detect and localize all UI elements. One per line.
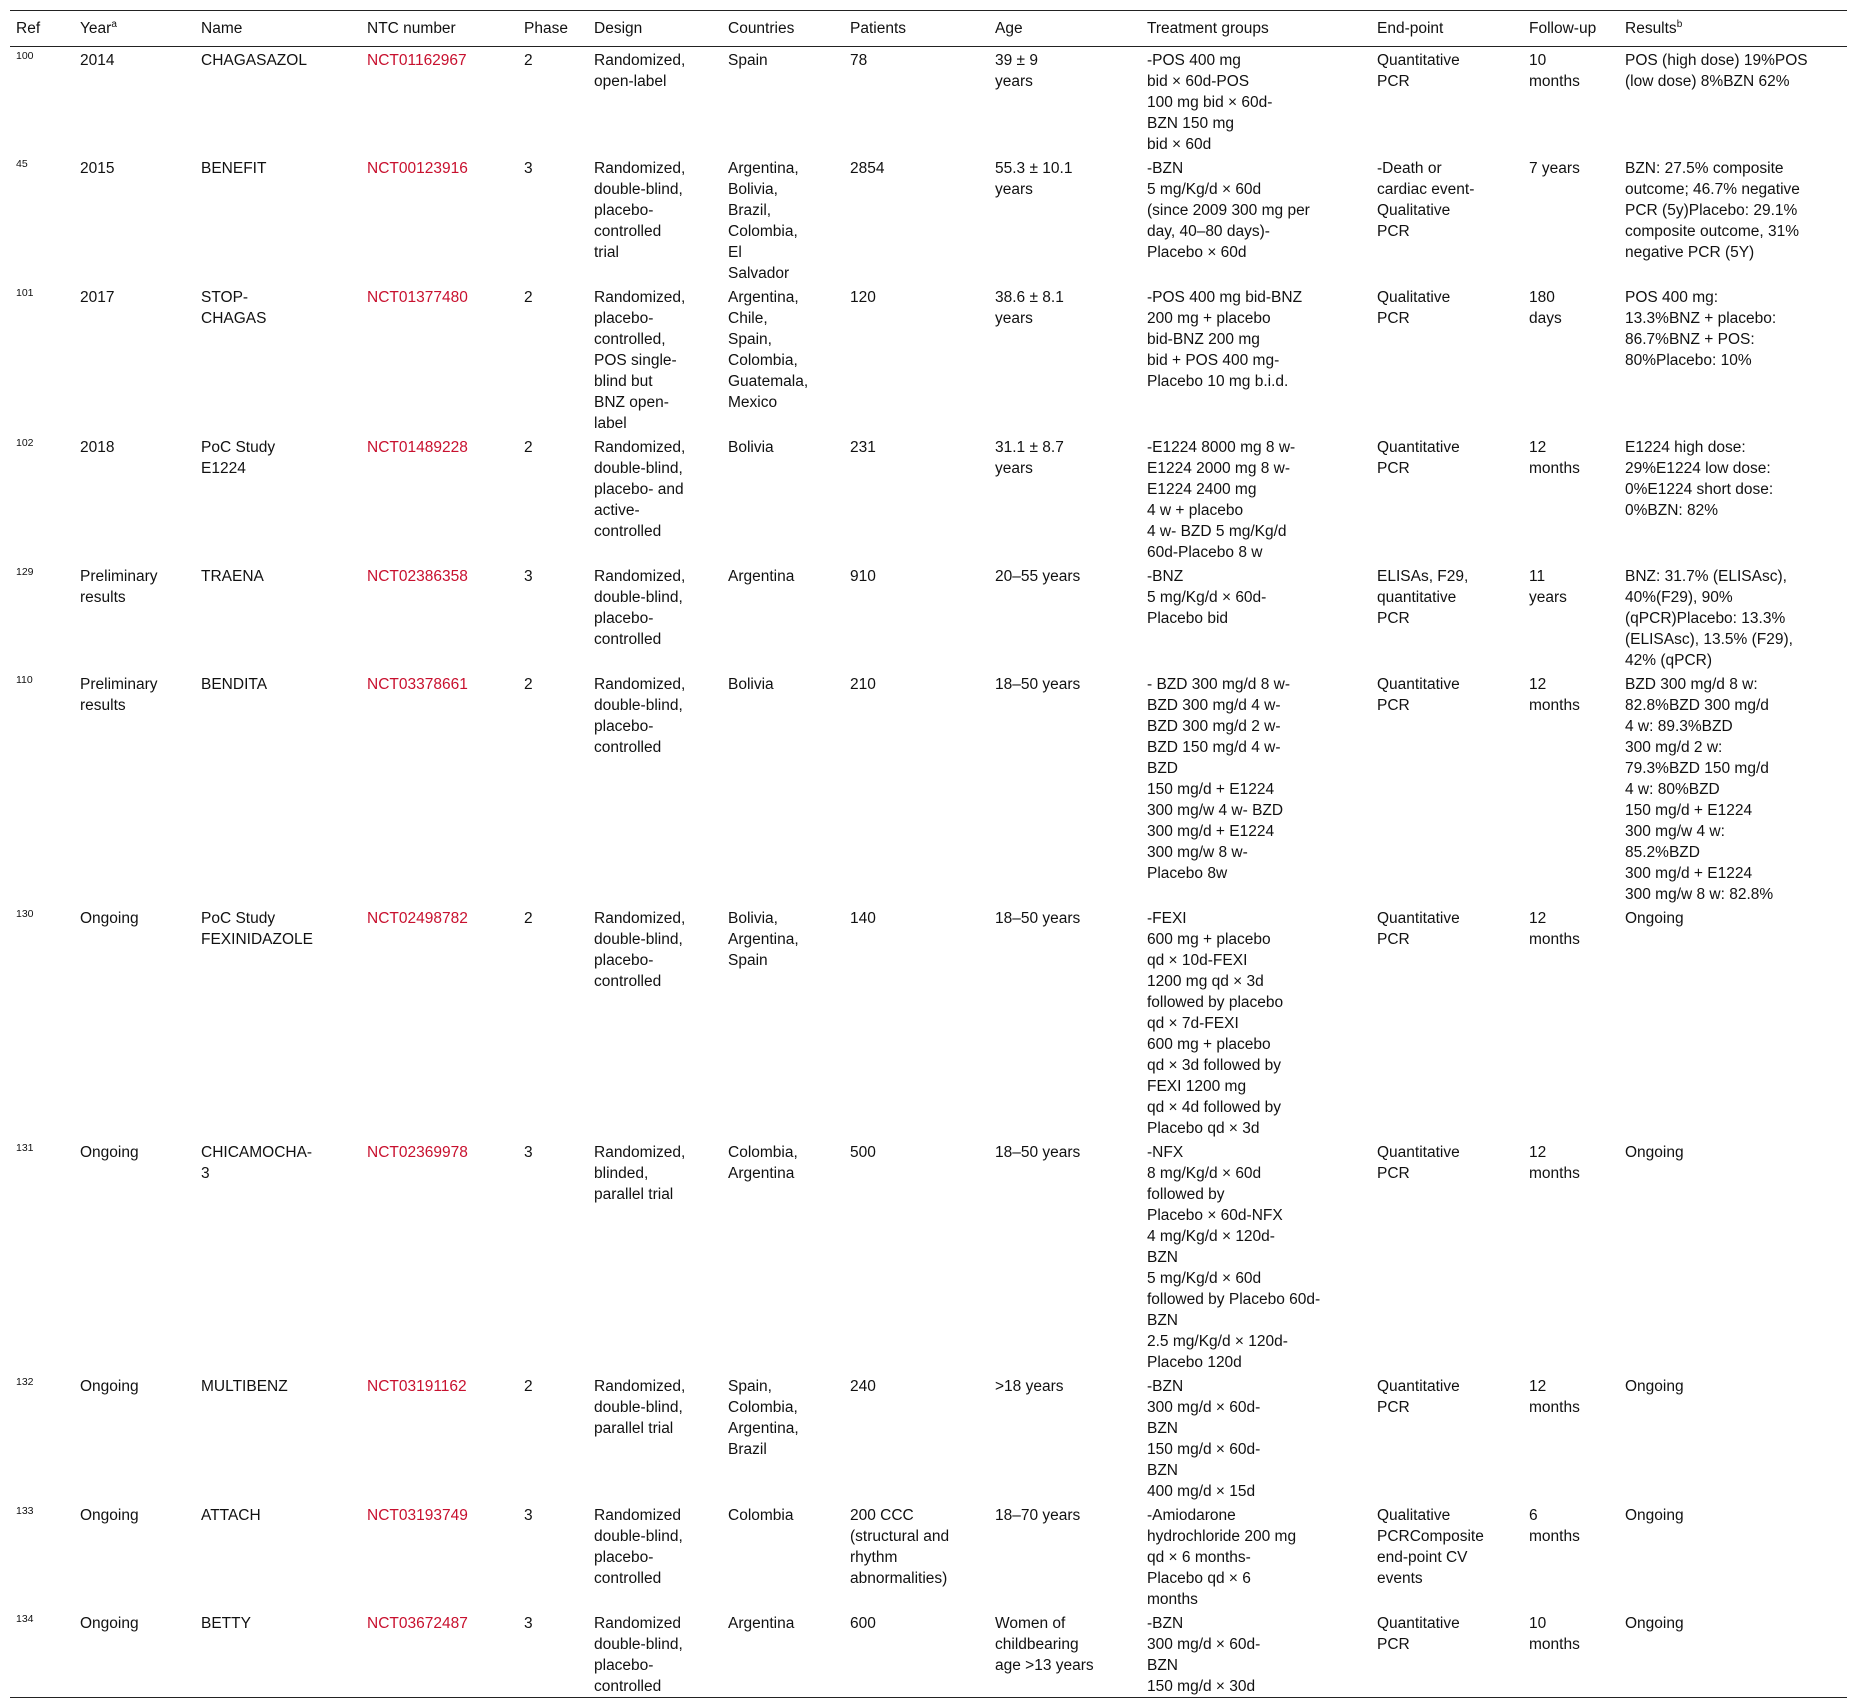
- table-row: [10, 1139, 1847, 1373]
- cell-design: Randomized double-blind, placebo- controlled: [594, 1507, 683, 1587]
- cell-year: 2014: [80, 52, 115, 69]
- cell-treatment-groups: -POS 400 mg bid × 60d-POS 100 mg bid × 60d- BZN 150 mg bid × 60d: [1147, 52, 1273, 153]
- cell-countries: Colombia, Argentina: [728, 1144, 798, 1182]
- cell-countries: Argentina, Chile, Spain, Colombia, Guatemala, Mexico: [728, 289, 809, 411]
- header-end-point: End-point: [1377, 20, 1444, 37]
- cell-follow-up: 180 days: [1529, 289, 1562, 327]
- cell-patients: 140: [850, 910, 876, 927]
- cell-end-point: Quantitative PCR: [1377, 1144, 1460, 1182]
- cell-name: CHAGASAZOL: [201, 52, 307, 69]
- cell-year: Ongoing: [80, 910, 139, 927]
- cell-follow-up: 7 years: [1529, 160, 1580, 177]
- cell-age: 18–70 years: [995, 1507, 1081, 1524]
- cell-name: BENEFIT: [201, 160, 267, 177]
- nct-link[interactable]: NCT02386358: [367, 568, 468, 585]
- cell-follow-up: 12 months: [1529, 910, 1580, 948]
- cell-design: Randomized, blinded, parallel trial: [594, 1144, 686, 1203]
- cell-ref: 129: [16, 566, 34, 578]
- cell-design: Randomized, double-blind, placebo- controlled: [594, 568, 686, 648]
- cell-age: 31.1 ± 8.7 years: [995, 439, 1064, 477]
- cell-treatment-groups: -NFX 8 mg/Kg/d × 60d followed by Placebo × 60d-NFX 4 mg/Kg/d × 120d- BZN 5 mg/Kg/d × 60d followed by Placebo 60d- BZN 2.5 mg/Kg/d × 120d- Placebo 120d: [1147, 1144, 1321, 1371]
- cell-ntc-number: [361, 284, 518, 434]
- cell-phase: 3: [524, 1615, 533, 1632]
- cell-year: Ongoing: [80, 1378, 139, 1395]
- table-row: [10, 47, 1847, 156]
- header-year-label: Year: [80, 20, 112, 37]
- cell-follow-up: 12 months: [1529, 1378, 1580, 1416]
- cell-patients: 120: [850, 289, 876, 306]
- header-ref: Ref: [16, 20, 41, 37]
- cell-design: Randomized, double-blind, placebo- controlled: [594, 676, 686, 756]
- cell-results: E1224 high dose: 29%E1224 low dose: 0%E1224 short dose: 0%BZN: 82%: [1625, 439, 1774, 519]
- cell-end-point: Quantitative PCR: [1377, 1378, 1460, 1416]
- cell-results: POS 400 mg: 13.3%BNZ + placebo: 86.7%BNZ + POS: 80%Placebo: 10%: [1625, 289, 1777, 369]
- cell-end-point: Quantitative PCR: [1377, 676, 1460, 714]
- cell-treatment-groups: -BNZ 5 mg/Kg/d × 60d- Placebo bid: [1147, 568, 1267, 627]
- cell-patients: 78: [850, 52, 868, 69]
- cell-phase: 2: [524, 910, 533, 927]
- header-patients: Patients: [850, 20, 907, 37]
- cell-patients: 231: [850, 439, 876, 456]
- table-row: [10, 1373, 1847, 1502]
- table-row: [10, 671, 1847, 905]
- nct-link[interactable]: NCT00123916: [367, 160, 468, 177]
- cell-ref: 45: [16, 158, 28, 170]
- cell-ref: 102: [16, 437, 34, 449]
- cell-design: Randomized, double-blind, placebo- and active- controlled: [594, 439, 686, 540]
- nct-link[interactable]: NCT03193749: [367, 1507, 468, 1524]
- cell-age: Women of childbearing age >13 years: [995, 1615, 1094, 1674]
- cell-treatment-groups: -BZN 5 mg/Kg/d × 60d (since 2009 300 mg per day, 40–80 days)- Placebo × 60d: [1147, 160, 1310, 261]
- cell-ref: 133: [16, 1505, 34, 1517]
- cell-results: Ongoing: [1625, 1144, 1684, 1161]
- cell-name: PoC Study FEXINIDAZOLE: [201, 910, 313, 948]
- cell-design: Randomized, double-blind, placebo- controlled trial: [594, 160, 686, 261]
- cell-countries: Bolivia: [728, 676, 774, 693]
- cell-age: 18–50 years: [995, 1144, 1081, 1161]
- header-design: Design: [594, 20, 643, 37]
- cell-name: MULTIBENZ: [201, 1378, 288, 1395]
- cell-year: Preliminary results: [80, 676, 158, 714]
- cell-follow-up: 10 months: [1529, 1615, 1580, 1653]
- cell-results: BNZ: 31.7% (ELISAsc), 40%(F29), 90% (qPCR)Placebo: 13.3% (ELISAsc), 13.5% (F29), 42% (qPCR): [1625, 568, 1793, 669]
- header-name: Name: [201, 20, 243, 37]
- cell-results: Ongoing: [1625, 1507, 1684, 1524]
- cell-patients: 910: [850, 568, 876, 585]
- cell-name: BETTY: [201, 1615, 251, 1632]
- header-results-footnote: b: [1676, 18, 1683, 30]
- cell-ntc-number: [361, 671, 518, 905]
- table-row: [10, 155, 1847, 284]
- cell-patients: 240: [850, 1378, 876, 1395]
- cell-name: ATTACH: [201, 1507, 261, 1524]
- cell-end-point: Qualitative PCRComposite end-point CV events: [1377, 1507, 1484, 1587]
- cell-treatment-groups: -Amiodarone hydrochloride 200 mg qd × 6 months- Placebo qd × 6 months: [1147, 1507, 1297, 1608]
- cell-age: >18 years: [995, 1378, 1064, 1395]
- header-year-footnote: a: [111, 18, 117, 30]
- cell-countries: Spain, Colombia, Argentina, Brazil: [728, 1378, 799, 1458]
- cell-ntc-number: [361, 563, 518, 671]
- cell-ref: 110: [16, 674, 33, 686]
- cell-ref: 132: [16, 1376, 34, 1388]
- table-row: [10, 1610, 1847, 1698]
- cell-countries: Colombia: [728, 1507, 794, 1524]
- table-row: [10, 284, 1847, 434]
- cell-design: Randomized, placebo- controlled, POS single- blind but BNZ open- label: [594, 289, 686, 432]
- cell-year: 2018: [80, 439, 115, 456]
- table-body: [10, 47, 1847, 1698]
- cell-age: 20–55 years: [995, 568, 1081, 585]
- cell-ntc-number: [361, 434, 518, 563]
- cell-patients: 2854: [850, 160, 885, 177]
- cell-countries: Argentina, Bolivia, Brazil, Colombia, El Salvador: [728, 160, 799, 282]
- table-header-row: [10, 11, 1847, 47]
- cell-design: Randomized double-blind, placebo- controlled: [594, 1615, 683, 1695]
- cell-year: 2015: [80, 160, 115, 177]
- cell-treatment-groups: -POS 400 mg bid-BNZ 200 mg + placebo bid-BNZ 200 mg bid + POS 400 mg- Placebo 10 mg b.i.d.: [1147, 289, 1303, 390]
- cell-patients: 210: [850, 676, 876, 693]
- cell-phase: 3: [524, 568, 533, 585]
- table-row: [10, 434, 1847, 563]
- cell-phase: 3: [524, 160, 533, 177]
- cell-phase: 2: [524, 1378, 533, 1395]
- cell-design: Randomized, open-label: [594, 52, 686, 90]
- header-phase: Phase: [524, 20, 568, 37]
- cell-ntc-number: [361, 155, 518, 284]
- cell-ref: 131: [16, 1142, 34, 1154]
- header-age: Age: [995, 20, 1023, 37]
- nct-link[interactable]: NCT03378661: [367, 676, 468, 693]
- cell-ref: 130: [16, 908, 34, 920]
- header-treatment-groups: Treatment groups: [1147, 20, 1269, 37]
- cell-treatment-groups: -E1224 8000 mg 8 w- E1224 2000 mg 8 w- E1224 2400 mg 4 w + placebo 4 w- BZD 5 mg/Kg/d 60d-Placebo 8 w: [1147, 439, 1296, 561]
- cell-phase: 3: [524, 1144, 533, 1161]
- cell-age: 18–50 years: [995, 676, 1081, 693]
- cell-phase: 2: [524, 676, 533, 693]
- nct-link[interactable]: NCT01162967: [367, 52, 467, 69]
- cell-ref: 100: [16, 50, 34, 62]
- cell-name: PoC Study E1224: [201, 439, 276, 477]
- cell-name: BENDITA: [201, 676, 268, 693]
- header-results: [1619, 11, 1847, 47]
- cell-results: Ongoing: [1625, 1378, 1684, 1395]
- cell-end-point: ELISAs, F29, quantitative PCR: [1377, 568, 1469, 627]
- cell-results: Ongoing: [1625, 910, 1684, 927]
- cell-end-point: Quantitative PCR: [1377, 1615, 1460, 1653]
- cell-follow-up: 12 months: [1529, 676, 1580, 714]
- cell-countries: Bolivia: [728, 439, 774, 456]
- clinical-trials-table: [10, 10, 1847, 1698]
- nct-link[interactable]: NCT02498782: [367, 910, 468, 927]
- cell-follow-up: 12 months: [1529, 1144, 1580, 1182]
- cell-ntc-number: [361, 1610, 518, 1698]
- cell-treatment-groups: - BZD 300 mg/d 8 w- BZD 300 mg/d 4 w- BZD 300 mg/d 2 w- BZD 150 mg/d 4 w- BZD 150 mg/d + E1224 300 mg/w 4 w- BZD 300 mg/d + E1224 300 mg/w 8 w- Placebo 8w: [1147, 676, 1290, 882]
- cell-patients: 200 CCC (structural and rhythm abnormalities): [850, 1507, 950, 1587]
- nct-link[interactable]: NCT03672487: [367, 1615, 468, 1632]
- cell-age: 55.3 ± 10.1 years: [995, 160, 1073, 198]
- cell-countries: Bolivia, Argentina, Spain: [728, 910, 799, 969]
- cell-treatment-groups: -BZN 300 mg/d × 60d- BZN 150 mg/d × 30d: [1147, 1615, 1261, 1695]
- cell-ntc-number: [361, 1139, 518, 1373]
- header-follow-up: Follow-up: [1529, 20, 1597, 37]
- cell-ntc-number: [361, 1502, 518, 1610]
- cell-countries: Argentina: [728, 568, 795, 585]
- header-ntc-number: NTC number: [367, 20, 456, 37]
- cell-phase: 2: [524, 289, 533, 306]
- cell-name: TRAENA: [201, 568, 264, 585]
- cell-patients: 500: [850, 1144, 876, 1161]
- cell-treatment-groups: -FEXI 600 mg + placebo qd × 10d-FEXI 1200 mg qd × 3d followed by placebo qd × 7d-FEXI 600 mg + placebo qd × 3d followed by FEXI 1200 mg qd × 4d followed by Placebo qd × 3d: [1147, 910, 1284, 1137]
- cell-year: 2017: [80, 289, 115, 306]
- nct-link[interactable]: NCT02369978: [367, 1144, 468, 1161]
- cell-end-point: Qualitative PCR: [1377, 289, 1451, 327]
- cell-ntc-number: [361, 47, 518, 156]
- cell-follow-up: 6 months: [1529, 1507, 1580, 1545]
- cell-year: Ongoing: [80, 1615, 139, 1632]
- cell-follow-up: 10 months: [1529, 52, 1580, 90]
- table-row: [10, 905, 1847, 1139]
- cell-end-point: Quantitative PCR: [1377, 52, 1460, 90]
- table-row: [10, 563, 1847, 671]
- cell-results: POS (high dose) 19%POS (low dose) 8%BZN 62%: [1625, 52, 1808, 90]
- cell-phase: 3: [524, 1507, 533, 1524]
- cell-ref: 101: [16, 287, 34, 299]
- cell-age: 39 ± 9 years: [995, 52, 1038, 90]
- cell-follow-up: 12 months: [1529, 439, 1580, 477]
- header-year: [74, 11, 195, 47]
- table-row: [10, 1502, 1847, 1610]
- cell-name: STOP- CHAGAS: [201, 289, 267, 327]
- cell-end-point: Quantitative PCR: [1377, 439, 1460, 477]
- cell-phase: 2: [524, 52, 533, 69]
- header-countries: Countries: [728, 20, 795, 37]
- nct-link[interactable]: NCT01377480: [367, 289, 468, 306]
- cell-phase: 2: [524, 439, 533, 456]
- cell-name: CHICAMOCHA- 3: [201, 1144, 313, 1182]
- nct-link[interactable]: NCT01489228: [367, 439, 468, 456]
- cell-end-point: -Death or cardiac event- Qualitative PCR: [1377, 160, 1475, 240]
- cell-results: BZN: 27.5% composite outcome; 46.7% negative PCR (5y)Placebo: 29.1% composite outcome, 31% negative PCR (5Y): [1625, 160, 1800, 261]
- cell-ntc-number: [361, 905, 518, 1139]
- cell-ntc-number: [361, 1373, 518, 1502]
- cell-design: Randomized, double-blind, parallel trial: [594, 1378, 686, 1437]
- cell-patients: 600: [850, 1615, 876, 1632]
- cell-design: Randomized, double-blind, placebo- controlled: [594, 910, 686, 990]
- cell-year: Preliminary results: [80, 568, 158, 606]
- cell-countries: Spain: [728, 52, 768, 69]
- cell-results: Ongoing: [1625, 1615, 1684, 1632]
- cell-age: 18–50 years: [995, 910, 1081, 927]
- cell-treatment-groups: -BZN 300 mg/d × 60d- BZN 150 mg/d × 60d- BZN 400 mg/d × 15d: [1147, 1378, 1261, 1500]
- cell-ref: 134: [16, 1613, 34, 1625]
- nct-link[interactable]: NCT03191162: [367, 1378, 467, 1395]
- cell-results: BZD 300 mg/d 8 w: 82.8%BZD 300 mg/d 4 w: 89.3%BZD 300 mg/d 2 w: 79.3%BZD 150 mg/d 4 w: 80%BZD 150 mg/d + E1224 300 mg/w 4 w: 85.2%BZD 300 mg/d + E1224 300 mg/w 8 w: 82.8%: [1625, 676, 1774, 903]
- cell-age: 38.6 ± 8.1 years: [995, 289, 1064, 327]
- header-results-label: Results: [1625, 20, 1677, 37]
- cell-follow-up: 11 years: [1529, 568, 1567, 606]
- cell-end-point: Quantitative PCR: [1377, 910, 1460, 948]
- cell-year: Ongoing: [80, 1144, 139, 1161]
- cell-countries: Argentina: [728, 1615, 795, 1632]
- cell-year: Ongoing: [80, 1507, 139, 1524]
